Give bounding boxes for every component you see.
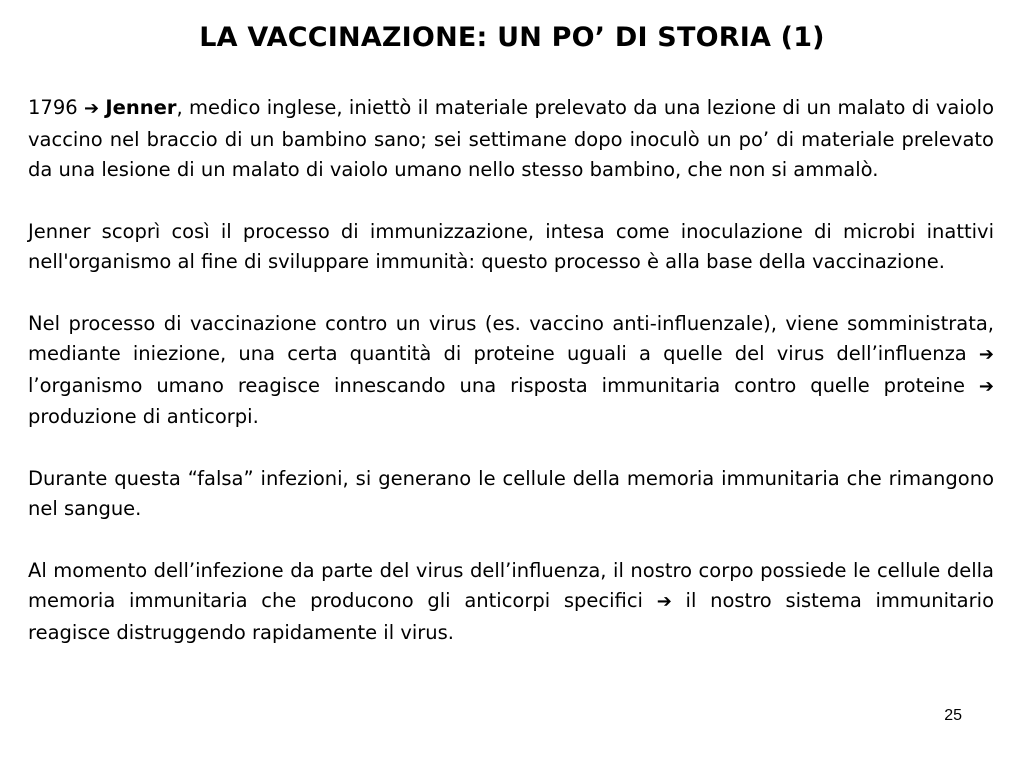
paragraph-3-text-a: Nel processo di vaccinazione contro un virus (es. vaccino anti-influenzale), viene somministrata, mediante iniezione, una certa quantità di proteine uguali a quelle del virus dell’influenza [28,311,994,365]
arrow-right-icon: ➔ [656,591,672,612]
slide-title: LA VACCINAZIONE: UN PO’ DI STORIA (1) [199,22,825,53]
paragraph-5-text-a: Al momento dell’infezione da parte del virus dell’influenza, il nostro corpo possiede le cellule della memoria immunitaria che producono gli anticorpi specifici [28,558,994,612]
paragraph-3 [28,309,994,433]
arrow-right-icon: ➔ [978,344,994,365]
paragraph-1 [28,93,994,186]
paragraph-3-text-c: produzione di anticorpi. [28,405,259,428]
arrow-right-icon: ➔ [978,375,995,397]
paragraph-5 [28,556,994,649]
page-number: 25 [944,707,962,724]
paragraph-1-text: , medico inglese, iniettò il materiale prelevato da una lezione di un malato di vaiolo vaccino nel braccio di un bambino sano; sei settimane dopo inoculò un po’ di materiale prelevato da una lesione di un malato di vaiolo umano nello stesso bambino, che non si ammalò. [28,96,995,181]
paragraph-2-text: Jenner scoprì così il processo di immunizzazione, intesa come inoculazione di microbi inattivi nell'organismo al fine di sviluppare immunità: questo processo è alla base della vaccinazione. [28,219,994,273]
paragraph-3-text-b: l’organismo umano reagisce innescando una risposta immunitaria contro quelle proteine [28,373,965,397]
paragraph-5-text-b: il nostro sistema immunitario reagisce distruggendo rapidamente il virus. [28,589,995,644]
paragraph-4 [28,464,994,525]
paragraph-2 [28,217,994,278]
paragraph-4-text: Durante questa “falsa” infezioni, si generano le cellule della memoria immunitaria che rimangono nel sangue. [28,466,994,520]
year: 1796 [28,96,78,119]
slide-content [28,93,994,679]
arrow-right-icon: ➔ [83,98,100,119]
jenner-name: Jenner [105,96,177,119]
